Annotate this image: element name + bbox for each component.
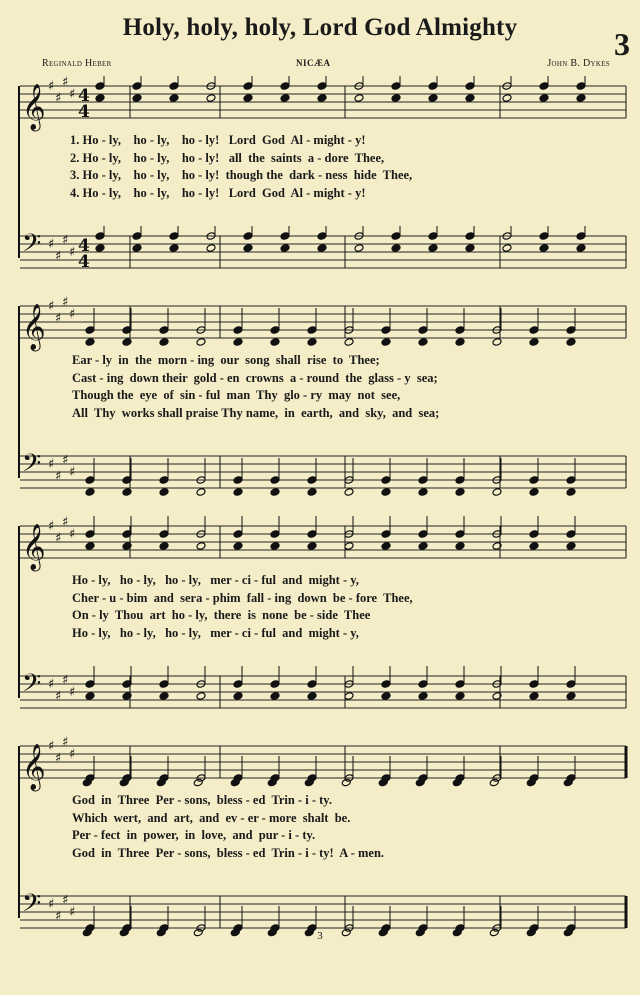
verse-block xyxy=(0,792,640,862)
note-head xyxy=(526,778,536,787)
lyric-line: Which wert, and art, and ev - er - more shalt be. xyxy=(72,810,351,825)
sharp-icon: ♯ xyxy=(69,87,76,102)
note-head xyxy=(307,488,317,497)
lyric-line: 3. Ho - ly, ho - ly, ho - ly! though the dark - ness hide Thee, xyxy=(70,168,413,182)
note-head xyxy=(280,244,290,253)
sharp-icon: ♯ xyxy=(62,673,69,688)
note-head xyxy=(95,232,105,241)
note-head xyxy=(307,692,317,701)
note-head xyxy=(196,692,206,701)
note-head xyxy=(539,232,549,241)
note-head xyxy=(566,692,576,701)
note-head xyxy=(122,488,132,497)
note-head xyxy=(233,530,243,539)
note-head xyxy=(95,94,105,103)
note-head xyxy=(391,232,401,241)
note-head xyxy=(307,680,317,689)
note-head xyxy=(455,542,465,551)
note-head xyxy=(82,778,92,787)
note-head xyxy=(159,530,169,539)
note-head xyxy=(122,338,132,347)
sharp-icon: ♯ xyxy=(48,299,55,314)
lyric-line: 1. Ho - ly, ho - ly, ho - ly! Lord God Al - might - y! xyxy=(70,133,366,147)
sharp-icon: ♯ xyxy=(62,516,69,530)
note-head xyxy=(566,476,576,485)
note-head xyxy=(132,82,142,91)
sharp-icon: ♯ xyxy=(62,453,69,468)
sharp-icon: ♯ xyxy=(55,531,62,546)
note-head xyxy=(465,94,475,103)
note-head xyxy=(307,542,317,551)
sharp-icon: ♯ xyxy=(69,245,76,260)
sharp-icon: ♯ xyxy=(69,307,76,322)
lyric-line: Ho - ly, ho - ly, ho - ly, mer - ci - ful and might - y, xyxy=(72,573,359,587)
note-head xyxy=(85,530,95,539)
note-head xyxy=(85,326,95,335)
sharp-icon: ♯ xyxy=(55,751,62,766)
time-signature: 4 xyxy=(78,102,90,122)
treble-staff xyxy=(0,516,640,576)
note-head xyxy=(85,692,95,701)
hymn-number: 3 xyxy=(614,26,630,62)
sharp-icon: ♯ xyxy=(55,689,62,704)
sharp-icon: ♯ xyxy=(69,905,76,920)
note-head xyxy=(418,680,428,689)
lyric-line: 4. Ho - ly, ho - ly, ho - ly! Lord God Al - might - y! xyxy=(70,185,366,200)
note-head xyxy=(381,692,391,701)
note-head xyxy=(304,778,314,787)
sharp-icon: ♯ xyxy=(48,457,55,472)
lyric-line: All Thy works shall praise Thy name, in earth, and sky, and sea; xyxy=(72,405,440,420)
sharp-icon: ♯ xyxy=(48,897,55,912)
note-head xyxy=(159,488,169,497)
note-head xyxy=(230,778,240,787)
note-head xyxy=(418,488,428,497)
note-head xyxy=(415,778,425,787)
verse-block xyxy=(0,572,640,642)
note-head xyxy=(317,232,327,241)
sharp-icon: ♯ xyxy=(48,739,55,754)
lyric-line: Ho - ly, ho - ly, ho - ly, mer - ci - ful and might - y, xyxy=(72,625,359,640)
note-head xyxy=(539,244,549,253)
bass-clef-icon: 𝄢 xyxy=(22,669,42,704)
note-head xyxy=(233,488,243,497)
lyric-line: Cher - u - bim and sera - phim fall - ing down be - fore Thee, xyxy=(72,590,413,605)
note-head xyxy=(85,542,95,551)
note-head xyxy=(418,476,428,485)
sharp-icon: ♯ xyxy=(48,677,55,692)
sharp-icon: ♯ xyxy=(48,519,55,534)
note-head xyxy=(270,692,280,701)
note-head xyxy=(270,530,280,539)
note-head xyxy=(307,326,317,335)
note-head xyxy=(539,94,549,103)
treble-clef-icon: 𝄞 xyxy=(22,524,46,570)
note-head xyxy=(159,542,169,551)
bass-staff xyxy=(0,446,640,506)
note-head xyxy=(465,244,475,253)
lyric-line: Though the eye of sin - ful man Thy glo - ry may not see, xyxy=(72,388,401,402)
treble-clef-icon: 𝄞 xyxy=(22,304,46,350)
note-head xyxy=(243,94,253,103)
lyric-line: Cast - ing down their gold - en crowns a - round the glass - y sea; xyxy=(72,370,438,385)
note-head xyxy=(95,244,105,253)
sharp-icon: ♯ xyxy=(55,311,62,326)
note-head xyxy=(85,488,95,497)
note-head xyxy=(344,338,354,347)
note-head xyxy=(243,232,253,241)
note-head xyxy=(196,338,206,347)
note-head xyxy=(391,82,401,91)
sharp-icon: ♯ xyxy=(69,685,76,700)
note-head xyxy=(391,244,401,253)
sharp-icon: ♯ xyxy=(55,909,62,924)
note-head xyxy=(193,778,203,787)
lyric-line: 2. Ho - ly, ho - ly, ho - ly! all the saints a - dore Thee, xyxy=(70,150,385,165)
note-head xyxy=(381,488,391,497)
note-head xyxy=(576,244,586,253)
note-head xyxy=(529,530,539,539)
note-head xyxy=(566,488,576,497)
note-head xyxy=(381,542,391,551)
note-head xyxy=(539,82,549,91)
note-head xyxy=(196,488,206,497)
treble-staff xyxy=(0,736,640,796)
treble-clef-icon: 𝄞 xyxy=(22,744,46,790)
note-head xyxy=(455,488,465,497)
sharp-icon: ♯ xyxy=(48,237,55,252)
note-head xyxy=(492,338,502,347)
note-head xyxy=(85,338,95,347)
note-head xyxy=(455,530,465,539)
note-head xyxy=(280,232,290,241)
tune-name: NICÆA xyxy=(296,58,331,68)
note-head xyxy=(233,326,243,335)
note-head xyxy=(270,338,280,347)
note-head xyxy=(418,542,428,551)
note-head xyxy=(492,488,502,497)
note-head xyxy=(233,542,243,551)
note-head xyxy=(529,476,539,485)
note-head xyxy=(159,338,169,347)
note-head xyxy=(344,542,354,551)
note-head xyxy=(502,244,512,253)
note-head xyxy=(381,530,391,539)
note-head xyxy=(418,326,428,335)
sharp-icon: ♯ xyxy=(62,233,69,248)
treble-staff xyxy=(0,296,640,356)
note-head xyxy=(270,542,280,551)
note-head xyxy=(169,94,179,103)
lyric-line: God in Three Per - sons, bless - ed Trin - i - ty. xyxy=(72,793,332,807)
lyric-line: Ear - ly in the morn - ing our song shall rise to Thee; xyxy=(72,353,380,367)
note-head xyxy=(169,232,179,241)
sharp-icon: ♯ xyxy=(69,527,76,542)
note-head xyxy=(381,338,391,347)
note-head xyxy=(341,778,351,787)
note-head xyxy=(529,542,539,551)
note-head xyxy=(381,476,391,485)
bass-staff xyxy=(0,226,640,286)
note-head xyxy=(378,778,388,787)
note-head xyxy=(418,530,428,539)
page-number: 3 xyxy=(317,930,323,942)
note-head xyxy=(132,94,142,103)
verse-block xyxy=(0,352,640,422)
sharp-icon: ♯ xyxy=(55,91,62,106)
note-head xyxy=(243,82,253,91)
bass-clef-icon: 𝄢 xyxy=(22,229,42,264)
sharp-icon: ♯ xyxy=(62,893,69,908)
note-head xyxy=(159,476,169,485)
note-head xyxy=(452,778,462,787)
hymn-title: Holy, holy, holy, Lord God Almighty xyxy=(122,14,518,41)
author-credit: Reginald Heber xyxy=(42,58,112,69)
note-head xyxy=(206,244,216,253)
time-signature: 4 xyxy=(78,86,90,106)
note-head xyxy=(85,680,95,689)
note-head xyxy=(354,244,364,253)
note-head xyxy=(576,232,586,241)
note-head xyxy=(233,680,243,689)
sharp-icon: ♯ xyxy=(55,469,62,484)
time-signature: 4 xyxy=(78,252,90,272)
note-head xyxy=(455,326,465,335)
time-signature: 4 xyxy=(78,236,90,256)
note-head xyxy=(317,244,327,253)
note-head xyxy=(354,94,364,103)
sharp-icon: ♯ xyxy=(62,296,69,310)
bass-clef-icon: 𝄢 xyxy=(22,889,42,924)
note-head xyxy=(159,680,169,689)
note-head xyxy=(206,94,216,103)
note-head xyxy=(529,488,539,497)
note-head xyxy=(243,244,253,253)
lyric-line: On - ly Thou art ho - ly, there is none be - side Thee xyxy=(72,608,371,622)
note-head xyxy=(566,530,576,539)
sharp-icon: ♯ xyxy=(62,736,69,750)
note-head xyxy=(428,82,438,91)
note-head xyxy=(270,680,280,689)
note-head xyxy=(85,476,95,485)
note-head xyxy=(317,82,327,91)
note-head xyxy=(280,82,290,91)
note-head xyxy=(270,326,280,335)
note-head xyxy=(169,244,179,253)
note-head xyxy=(529,338,539,347)
note-head xyxy=(455,476,465,485)
note-head xyxy=(566,338,576,347)
note-head xyxy=(529,326,539,335)
treble-staff xyxy=(0,76,640,136)
bass-clef-icon: 𝄢 xyxy=(22,449,42,484)
note-head xyxy=(566,326,576,335)
note-head xyxy=(381,680,391,689)
sharp-icon: ♯ xyxy=(48,79,55,94)
note-head xyxy=(132,244,142,253)
note-head xyxy=(502,94,512,103)
note-head xyxy=(169,82,179,91)
bass-staff xyxy=(0,666,640,726)
note-head xyxy=(307,530,317,539)
lyric-line: God in Three Per - sons, bless - ed Trin - i - ty! A - men. xyxy=(72,845,385,860)
note-head xyxy=(391,94,401,103)
note-head xyxy=(307,476,317,485)
note-head xyxy=(95,82,105,91)
note-head xyxy=(455,680,465,689)
note-head xyxy=(465,232,475,241)
note-head xyxy=(267,778,277,787)
note-head xyxy=(455,338,465,347)
note-head xyxy=(418,692,428,701)
sharp-icon: ♯ xyxy=(62,76,69,90)
note-head xyxy=(563,778,573,787)
note-head xyxy=(119,778,129,787)
note-head xyxy=(317,94,327,103)
note-head xyxy=(455,692,465,701)
sharp-icon: ♯ xyxy=(69,747,76,762)
lyric-line: Per - fect in power, in love, and pur - i - ty. xyxy=(72,828,316,842)
note-head xyxy=(566,542,576,551)
note-head xyxy=(381,326,391,335)
note-head xyxy=(280,94,290,103)
note-head xyxy=(529,692,539,701)
note-head xyxy=(344,488,354,497)
note-head xyxy=(270,476,280,485)
note-head xyxy=(576,94,586,103)
note-head xyxy=(233,476,243,485)
note-head xyxy=(566,680,576,689)
composer-credit: John B. Dykes xyxy=(547,58,610,69)
note-head xyxy=(465,82,475,91)
note-head xyxy=(159,326,169,335)
note-head xyxy=(428,94,438,103)
sharp-icon: ♯ xyxy=(69,465,76,480)
note-head xyxy=(156,778,166,787)
note-head xyxy=(489,778,499,787)
note-head xyxy=(344,692,354,701)
note-head xyxy=(428,244,438,253)
sharp-icon: ♯ xyxy=(55,249,62,264)
note-head xyxy=(233,338,243,347)
verse-block xyxy=(0,132,640,202)
note-head xyxy=(159,692,169,701)
treble-clef-icon: 𝄞 xyxy=(22,84,46,130)
note-head xyxy=(196,542,206,551)
note-head xyxy=(418,338,428,347)
note-head xyxy=(132,232,142,241)
note-head xyxy=(529,680,539,689)
note-head xyxy=(233,692,243,701)
note-head xyxy=(428,232,438,241)
note-head xyxy=(576,82,586,91)
note-head xyxy=(307,338,317,347)
note-head xyxy=(270,488,280,497)
